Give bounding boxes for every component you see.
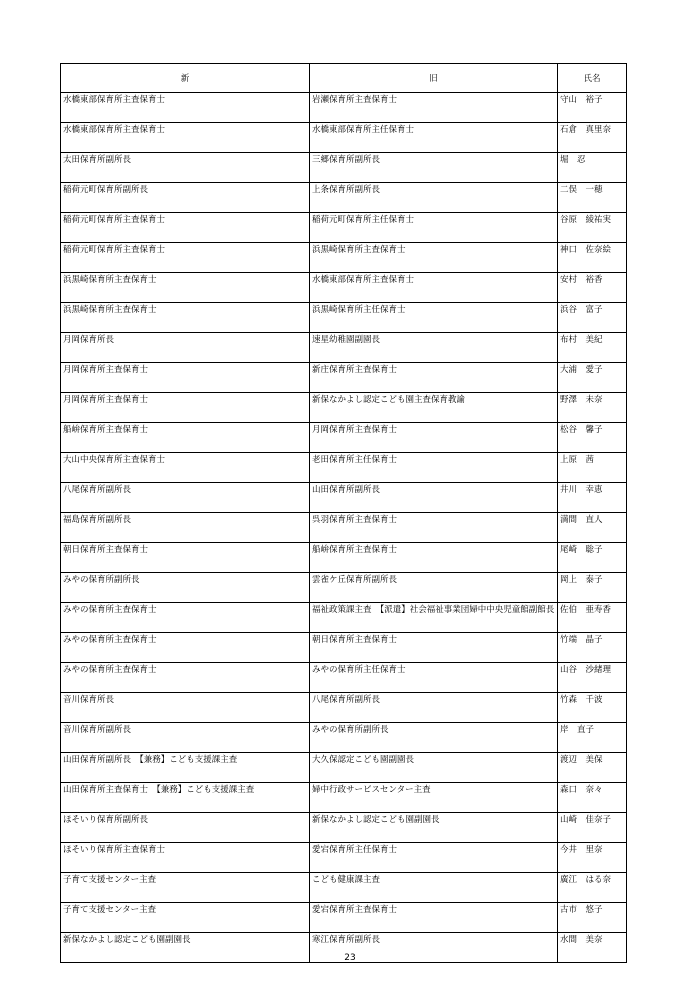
table-row	[61, 393, 627, 423]
cell-person-name: 今井 里奈	[558, 843, 627, 873]
table-row	[61, 213, 627, 243]
cell-old-position: こども健康課主査	[310, 873, 558, 903]
cell-new-position: ほそいり保育所副所長	[61, 813, 310, 843]
cell-person-name: 岸 直子	[558, 723, 627, 753]
cell-new-position: 太田保育所副所長	[61, 153, 310, 183]
cell-new-position: 山田保育所主査保育士 【兼務】こども支援課主査	[61, 783, 310, 813]
cell-old-position: 新保なかよし認定こども園主査保育教諭	[310, 393, 558, 423]
personnel-table	[60, 63, 627, 963]
cell-new-position: 新保なかよし認定こども園副園長	[61, 933, 310, 963]
cell-new-position: 朝日保育所主査保育士	[61, 543, 310, 573]
table-row	[61, 123, 627, 153]
cell-person-name: 森口 奈々	[558, 783, 627, 813]
table-row	[61, 753, 627, 783]
cell-old-position: 水橋東部保育所主任保育士	[310, 123, 558, 153]
cell-new-position: みやの保育所副所長	[61, 573, 310, 603]
cell-person-name: 井川 幸恵	[558, 483, 627, 513]
cell-new-position: 稲荷元町保育所主査保育士	[61, 213, 310, 243]
header-new: 新	[61, 64, 310, 93]
table-row	[61, 513, 627, 543]
page-number: 23	[344, 953, 356, 963]
cell-old-position: 愛宕保育所主任保育士	[310, 843, 558, 873]
table-row	[61, 543, 627, 573]
cell-new-position: 八尾保育所副所長	[61, 483, 310, 513]
cell-person-name: 石倉 真里奈	[558, 123, 627, 153]
table-row	[61, 363, 627, 393]
table-row	[61, 783, 627, 813]
cell-old-position: 月岡保育所主査保育士	[310, 423, 558, 453]
table-row	[61, 333, 627, 363]
table-row	[61, 573, 627, 603]
cell-new-position: ほそいり保育所主査保育士	[61, 843, 310, 873]
cell-person-name: 竹森 千波	[558, 693, 627, 723]
table-row	[61, 93, 627, 123]
cell-old-position: みやの保育所副所長	[310, 723, 558, 753]
table-row	[61, 243, 627, 273]
cell-person-name: 満間 直人	[558, 513, 627, 543]
cell-person-name: 神口 佐奈絵	[558, 243, 627, 273]
table-row	[61, 633, 627, 663]
cell-old-position: みやの保育所主任保育士	[310, 663, 558, 693]
cell-new-position: みやの保育所主査保育士	[61, 633, 310, 663]
cell-person-name: 浜谷 富子	[558, 303, 627, 333]
cell-person-name: 谷原 綾祐実	[558, 213, 627, 243]
cell-old-position: 上条保育所副所長	[310, 183, 558, 213]
cell-new-position: 水橋東部保育所主査保育士	[61, 123, 310, 153]
table-row	[61, 693, 627, 723]
cell-new-position: 浜黒崎保育所主査保育士	[61, 273, 310, 303]
cell-old-position: 愛宕保育所主査保育士	[310, 903, 558, 933]
table-row	[61, 723, 627, 753]
cell-person-name: 古市 悠子	[558, 903, 627, 933]
cell-old-position: 雲雀ケ丘保育所副所長	[310, 573, 558, 603]
table-row	[61, 903, 627, 933]
cell-person-name: 守山 裕子	[558, 93, 627, 123]
cell-old-position: 三郷保育所副所長	[310, 153, 558, 183]
cell-person-name: 布村 美紀	[558, 333, 627, 363]
cell-new-position: 福島保育所副所長	[61, 513, 310, 543]
cell-old-position: 八尾保育所副所長	[310, 693, 558, 723]
cell-old-position: 浜黒崎保育所主任保育士	[310, 303, 558, 333]
cell-new-position: 音川保育所長	[61, 693, 310, 723]
cell-old-position: 婦中行政サービスセンター主査	[310, 783, 558, 813]
cell-new-position: 大山中央保育所主査保育士	[61, 453, 310, 483]
cell-new-position: 子育て支援センター主査	[61, 873, 310, 903]
cell-new-position: みやの保育所主査保育士	[61, 663, 310, 693]
cell-old-position: 新庄保育所主査保育士	[310, 363, 558, 393]
cell-old-position: 寒江保育所副所長	[310, 933, 558, 963]
table-body	[61, 93, 627, 963]
cell-old-position: 船峅保育所主査保育士	[310, 543, 558, 573]
cell-old-position: 岩瀬保育所主査保育士	[310, 93, 558, 123]
cell-person-name: 廣江 はる奈	[558, 873, 627, 903]
table-row	[61, 273, 627, 303]
cell-person-name: 堀 忍	[558, 153, 627, 183]
cell-new-position: 船峅保育所主査保育士	[61, 423, 310, 453]
table-row	[61, 843, 627, 873]
header-old: 旧	[310, 64, 558, 93]
cell-person-name: 二俣 一穂	[558, 183, 627, 213]
cell-person-name: 上原 茜	[558, 453, 627, 483]
cell-new-position: 稲荷元町保育所主査保育士	[61, 243, 310, 273]
cell-old-position: 大久保認定こども園副園長	[310, 753, 558, 783]
cell-new-position: 子育て支援センター主査	[61, 903, 310, 933]
table-row	[61, 453, 627, 483]
cell-person-name: 水間 美奈	[558, 933, 627, 963]
cell-person-name: 野澤 未奈	[558, 393, 627, 423]
cell-person-name: 竹端 晶子	[558, 633, 627, 663]
cell-person-name: 佐伯 亜寿香	[558, 603, 627, 633]
cell-old-position: 山田保育所副所長	[310, 483, 558, 513]
cell-old-position: 水橋東部保育所主査保育士	[310, 273, 558, 303]
cell-new-position: 音川保育所副所長	[61, 723, 310, 753]
cell-person-name: 岡上 泰子	[558, 573, 627, 603]
table-row	[61, 873, 627, 903]
cell-new-position: 稲荷元町保育所副所長	[61, 183, 310, 213]
cell-new-position: みやの保育所主査保育士	[61, 603, 310, 633]
table-row	[61, 423, 627, 453]
cell-new-position: 山田保育所副所長 【兼務】こども支援課主査	[61, 753, 310, 783]
cell-person-name: 尾崎 聡子	[558, 543, 627, 573]
cell-new-position: 月岡保育所主査保育士	[61, 393, 310, 423]
cell-person-name: 松谷 馨子	[558, 423, 627, 453]
cell-person-name: 山谷 沙緒理	[558, 663, 627, 693]
table-row	[61, 183, 627, 213]
cell-old-position: 朝日保育所主査保育士	[310, 633, 558, 663]
cell-person-name: 大浦 愛子	[558, 363, 627, 393]
cell-new-position: 月岡保育所主査保育士	[61, 363, 310, 393]
cell-old-position: 老田保育所主任保育士	[310, 453, 558, 483]
cell-old-position: 新保なかよし認定こども園副園長	[310, 813, 558, 843]
cell-new-position: 浜黒崎保育所主査保育士	[61, 303, 310, 333]
cell-old-position: 稲荷元町保育所主任保育士	[310, 213, 558, 243]
header-name: 氏名	[558, 64, 627, 93]
cell-new-position: 水橋東部保育所主査保育士	[61, 93, 310, 123]
table-row	[61, 153, 627, 183]
cell-person-name: 山崎 佳奈子	[558, 813, 627, 843]
table-header-row	[61, 64, 627, 93]
table-row	[61, 813, 627, 843]
cell-person-name: 安村 裕香	[558, 273, 627, 303]
table-row	[61, 663, 627, 693]
cell-old-position: 速星幼稚園副園長	[310, 333, 558, 363]
cell-old-position: 呉羽保育所主査保育士	[310, 513, 558, 543]
table-row	[61, 483, 627, 513]
table-row	[61, 603, 627, 633]
table-row	[61, 303, 627, 333]
cell-person-name: 渡辺 美保	[558, 753, 627, 783]
cell-old-position: 福祉政策課主査 【派遣】社会福祉事業団婦中中央児童館副館長	[310, 603, 558, 633]
cell-old-position: 浜黒崎保育所主査保育士	[310, 243, 558, 273]
cell-new-position: 月岡保育所長	[61, 333, 310, 363]
